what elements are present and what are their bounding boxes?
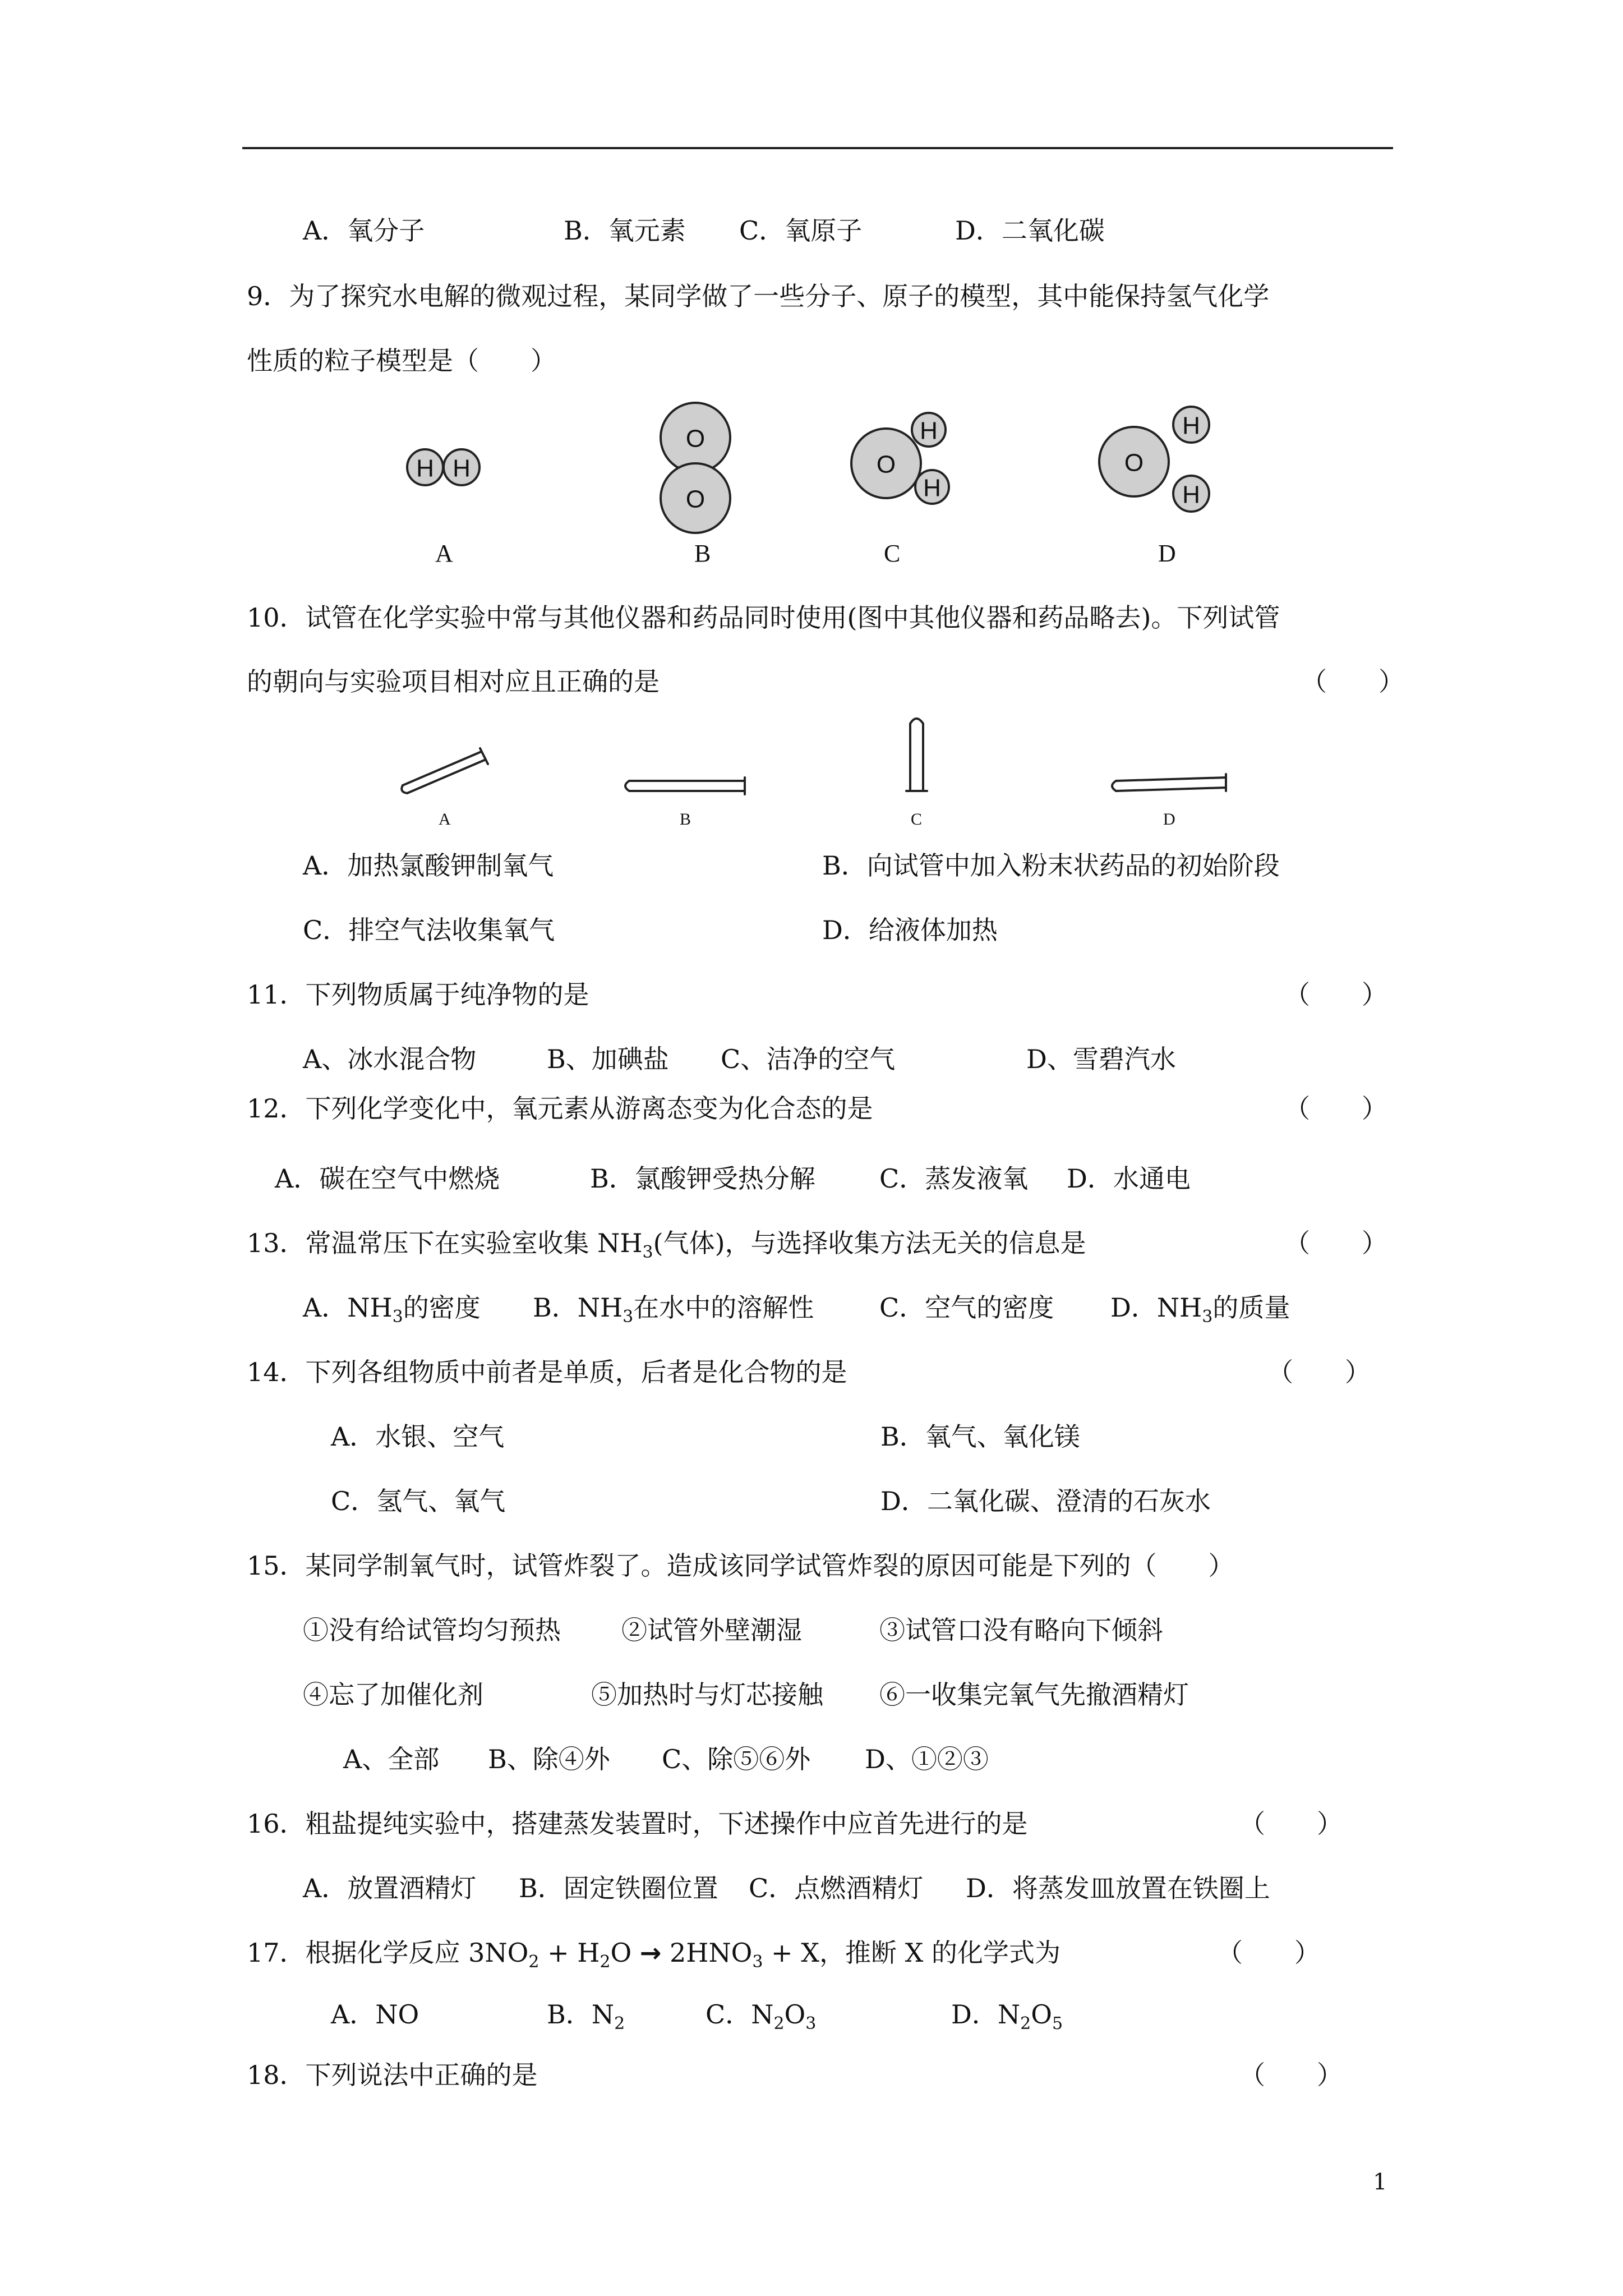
q9-label-b: B [694, 540, 711, 567]
page-number: 1 [1373, 2169, 1387, 2195]
q11-stem: 11．下列物质属于纯净物的是 [247, 979, 589, 1010]
q11-answer-bracket: （ ） [1284, 979, 1387, 1010]
q10-stem-line1: 10．试管在化学实验中常与其他仪器和药品同时使用(图中其他仪器和药品略去)。下列试管 [247, 602, 1280, 633]
q9d-h2-label: H [1182, 481, 1200, 509]
q10-option-c: C．排空气法收集氧气 [303, 915, 555, 945]
q13-option-d-part2: 的质量 [1212, 1292, 1290, 1323]
q17-option-c [706, 2001, 816, 2032]
q11-option-c: C、洁净的空气 [721, 1044, 896, 1074]
q10-option-a: A．加热氯酸钾制氧气 [303, 850, 554, 881]
q16-answer-bracket: （ ） [1239, 1809, 1343, 1839]
q17-stem-part5: + X，推断 X 的化学式为 [763, 1938, 1061, 1968]
q15-option-b: B、除④外 [488, 1744, 610, 1774]
q10-option-b: B．向试管中加入粉末状药品的初始阶段 [822, 850, 1280, 881]
q9d-h1-label: H [1182, 412, 1200, 440]
q13-option-d-subscript: 3 [1202, 1307, 1213, 1327]
q17-stem-subscript-3: 3 [752, 1952, 763, 1972]
q16-option-c: C．点燃酒精灯 [749, 1873, 924, 1903]
q13-option-a-part2: 的密度 [403, 1292, 481, 1323]
q11-option-b: B、加碘盐 [547, 1044, 669, 1074]
q8-option-b: B．氧元素 [564, 215, 686, 246]
q10-tube-d [1112, 774, 1226, 791]
q18-answer-bracket: （ ） [1239, 2060, 1343, 2090]
q17-stem-part3: O [610, 1938, 640, 1968]
q15-reason-4: ④忘了加催化剂 [303, 1680, 483, 1710]
q14-option-c: C．氢气、氧气 [331, 1486, 506, 1516]
q14-option-a: A．水银、空气 [331, 1421, 505, 1452]
q12-stem: 12．下列化学变化中，氧元素从游离态变为化合态的是 [247, 1093, 873, 1124]
q12-option-b: B．氯酸钾受热分解 [590, 1163, 815, 1194]
q17-option-c-part1: C．N [706, 1999, 774, 2030]
q10-tube-label-a: A [439, 810, 451, 829]
q17-option-c-subscript-1: 2 [773, 2014, 785, 2034]
q9b-o2-label: O [685, 485, 706, 513]
q13-stem-subscript: 3 [642, 1243, 653, 1263]
q13-option-b-subscript: 3 [623, 1307, 634, 1327]
q17-option-a: A．NO [331, 1999, 419, 2030]
q14-option-b: B．氧气、氧化镁 [880, 1421, 1080, 1452]
q15-reason-3: ③试管口没有略向下倾斜 [879, 1615, 1163, 1645]
q10-tube-label-c: C [911, 810, 923, 829]
q10-tube-label-b: B [680, 810, 691, 829]
q18-stem: 18．下列说法中正确的是 [247, 2060, 538, 2090]
q17-stem-subscript-2: 2 [600, 1952, 611, 1972]
q9c-h1-label: H [920, 417, 938, 445]
q12-option-d: D．水通电 [1067, 1163, 1191, 1194]
q15-stem: 15．某同学制氧气时，试管炸裂了。造成该同学试管炸裂的原因可能是下列的（ ） [247, 1550, 1234, 1581]
q9-label-a: A [435, 540, 453, 567]
q15-reason-6: ⑥一收集完氧气先撤酒精灯 [879, 1680, 1189, 1710]
q15-option-d: D、①②③ [865, 1744, 989, 1774]
q17-option-d-part1: D．N [951, 1999, 1021, 2030]
q13-option-b-part1: B．NH [533, 1292, 623, 1323]
q13-answer-bracket: （ ） [1284, 1228, 1387, 1258]
q12-option-c: C．蒸发液氧 [879, 1163, 1029, 1194]
q9a-h1-label: H [416, 454, 434, 482]
q16-option-a: A．放置酒精灯 [303, 1873, 477, 1903]
q13-stem [247, 1230, 1086, 1261]
q16-stem: 16．粗盐提纯实验中，搭建蒸发装置时，下述操作中应首先进行的是 [247, 1809, 1028, 1839]
q13-option-d [1110, 1292, 1290, 1327]
q16-option-d: D．将蒸发皿放置在铁圈上 [966, 1873, 1270, 1903]
q8-option-c: C．氧原子 [739, 215, 863, 246]
q17-stem-subscript-1: 2 [528, 1952, 540, 1972]
q10-answer-bracket: （ ） [1301, 666, 1404, 697]
reaction-arrow-icon: → [639, 1938, 662, 1968]
q13-option-a [303, 1292, 481, 1327]
q13-option-d-part1: D．NH [1110, 1292, 1202, 1323]
q9c-o-label: O [876, 450, 896, 478]
q17-option-b [547, 2001, 625, 2032]
q13-option-b-part2: 在水中的溶解性 [633, 1292, 814, 1323]
q10-tube-b [625, 777, 745, 794]
q10-test-tubes [0, 707, 1623, 819]
q9-stem-line2: 性质的粒子模型是（ ） [247, 346, 556, 376]
q15-reason-5: ⑤加热时与灯芯接触 [591, 1680, 823, 1710]
q13-option-b [533, 1292, 814, 1327]
q9a-h2-label: H [453, 454, 471, 482]
q10-stem-line2: 的朝向与实验项目相对应且正确的是 [247, 666, 660, 697]
q10-option-d: D．给液体加热 [822, 915, 998, 945]
q14-option-d: D．二氧化碳、澄清的石灰水 [880, 1486, 1211, 1516]
q14-answer-bracket: （ ） [1267, 1357, 1371, 1387]
q8-option-a: A．氧分子 [303, 215, 425, 246]
q13-option-a-subscript: 3 [392, 1307, 403, 1327]
q17-option-d [951, 2001, 1063, 2032]
q17-option-c-part2: O [784, 1999, 806, 2030]
q13-option-c: C．空气的密度 [879, 1292, 1054, 1323]
q11-option-a: A、冰水混合物 [303, 1044, 477, 1074]
q13-stem-part2: (气体)，与选择收集方法无关的信息是 [653, 1228, 1086, 1258]
q17-answer-bracket: （ ） [1217, 1938, 1320, 1968]
q9d-o-label: O [1124, 449, 1144, 477]
q15-reason-2: ②试管外壁潮湿 [621, 1615, 802, 1645]
q13-stem-part1: 13．常温常压下在实验室收集 NH [247, 1228, 643, 1258]
q12-answer-bracket: （ ） [1284, 1093, 1387, 1124]
q9-label-d: D [1158, 540, 1176, 567]
q13-option-a-part1: A．NH [303, 1292, 393, 1323]
q12-option-a: A．碳在空气中燃烧 [275, 1163, 500, 1194]
q9-stem-line1: 9．为了探究水电解的微观过程，某同学做了一些分子、原子的模型，其中能保持氢气化学 [247, 281, 1270, 311]
q16-option-b: B．固定铁圈位置 [519, 1873, 718, 1903]
q17-stem [247, 1940, 1061, 1971]
q9-molecule-models [0, 0, 1623, 561]
q17-option-c-subscript-2: 3 [805, 2014, 817, 2034]
q17-option-d-subscript-2: 5 [1052, 2014, 1063, 2034]
q11-option-d: D、雪碧汽水 [1026, 1044, 1176, 1074]
q17-stem-part2: + H [539, 1938, 600, 1968]
q17-option-b-subscript: 2 [614, 2014, 625, 2034]
q10-tube-c [906, 719, 927, 791]
q10-tube-label-d: D [1163, 810, 1175, 829]
q9b-o1-label: O [685, 425, 706, 453]
q17-option-d-part2: O [1031, 1999, 1052, 2030]
q15-reason-1: ①没有给试管均匀预热 [303, 1615, 561, 1645]
q15-option-c: C、除⑤⑥外 [662, 1744, 811, 1774]
q8-option-d: D．二氧化碳 [955, 215, 1105, 246]
q10-tube-a [402, 748, 488, 793]
q17-option-d-subscript-1: 2 [1020, 2014, 1031, 2034]
q9-label-c: C [884, 540, 901, 567]
q17-stem-part4: 2HNO [661, 1938, 753, 1968]
q17-option-b-part1: B．N [547, 1999, 615, 2030]
q17-stem-part1: 17．根据化学反应 3NO [247, 1938, 529, 1968]
q9c-h2-label: H [923, 474, 941, 502]
q15-option-a: A、全部 [343, 1744, 440, 1774]
q14-stem: 14．下列各组物质中前者是单质，后者是化合物的是 [247, 1357, 847, 1387]
